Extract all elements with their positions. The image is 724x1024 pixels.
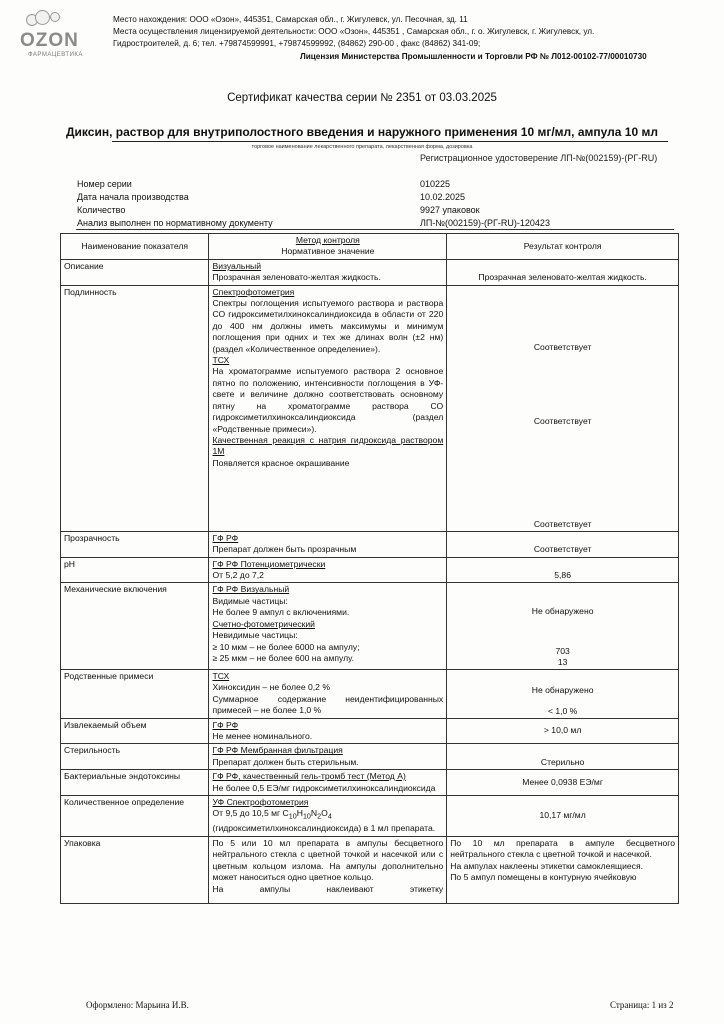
row-result bbox=[447, 285, 679, 531]
row-method bbox=[209, 583, 447, 669]
norm-value: По 5 или 10 мл препарата в ампулы бесцветного нейтрального стекла с цветной точкой и насечкой или с цветным кольцом излома. На ампулы дополнительно может наноситься одно цветное кольцо. bbox=[212, 837, 444, 883]
row-method bbox=[209, 744, 447, 770]
method-label: ГФ РФ, качественный гель-тромб тест (Метод А) bbox=[212, 771, 406, 782]
norm-value: Не более 9 ампул с включениями. bbox=[212, 607, 350, 618]
registration-number: Регистрационное удостоверение ЛП-№(002159)-(РГ-RU) bbox=[420, 153, 658, 163]
method-label: ГФ РФ Визуальный bbox=[212, 584, 290, 595]
norm-value: Прозрачная зеленовато-желтая жидкость. bbox=[212, 272, 381, 283]
row-name: Количественное определение bbox=[61, 795, 209, 836]
table-row bbox=[61, 744, 679, 770]
quantity-label: Количество bbox=[77, 205, 126, 215]
result-value: Соответствует bbox=[533, 416, 592, 427]
product-name: Диксин, раствор для внутриполостного введения и наружного применения 10 мг/мл, ампула 10 мл bbox=[66, 125, 658, 139]
result-value: По 10 мл препарата в ампуле бесцветного нейтрального стекла с цветной точкой и насечкой. bbox=[450, 837, 675, 860]
norm-value: Хиноксидин – не более 0,2 % bbox=[212, 682, 330, 693]
prepared-by: Оформлено: Марьина И.В. bbox=[86, 1000, 189, 1010]
row-method bbox=[209, 259, 447, 285]
batch-value: 010225 bbox=[420, 179, 451, 189]
header-indicator: Наименование показателя bbox=[61, 234, 209, 260]
norm-value: Суммарное содержание неидентифицированных примесей – не более 1,0 % bbox=[212, 693, 444, 715]
row-name: Бактериальные эндотоксины bbox=[61, 770, 209, 796]
formula-part: C bbox=[282, 808, 289, 819]
row-result: Соответствует bbox=[447, 531, 679, 557]
row-method bbox=[209, 557, 447, 583]
row-name: Описание bbox=[61, 259, 209, 285]
method-label: ТСХ bbox=[212, 355, 230, 366]
method-label: ГФ РФ bbox=[212, 532, 239, 543]
row-method bbox=[209, 770, 447, 796]
table-row bbox=[61, 669, 679, 718]
method-label: УФ Спектрофотометрия bbox=[212, 796, 309, 807]
norm-value: (гидроксиметилхиноксалиндиоксида) в 1 мл препарата. bbox=[212, 823, 436, 834]
table-row bbox=[61, 770, 679, 796]
method-label: ГФ РФ bbox=[212, 719, 239, 730]
row-name: Прозрачность bbox=[61, 531, 209, 557]
formula-index: 10 bbox=[288, 813, 297, 822]
header-method-top: Метод контроля bbox=[295, 235, 360, 245]
header-address: Место нахождения: ООО «Озон», 445351, Самарская обл., г. Жигулевск, ул. Песочная, зд. 11 bbox=[113, 15, 468, 24]
product-underline bbox=[112, 141, 668, 142]
row-name: Стерильность bbox=[61, 744, 209, 770]
result-value: < 1,0 % bbox=[547, 706, 578, 717]
row-result bbox=[447, 583, 679, 669]
header-license: Лицензия Министерства Промышленности и Торговли РФ № Л012-00102-77/00010730 bbox=[300, 52, 647, 61]
result-value: 703 bbox=[555, 645, 570, 656]
norm-value: На ампулы наклеивают этикетку bbox=[212, 883, 444, 894]
row-result bbox=[447, 669, 679, 718]
method-label: ГФ РФ Мембранная фильтрация bbox=[212, 745, 343, 756]
norm-value: Не более 0,5 ЕЭ/мг гидроксиметилхиноксалиндиоксида bbox=[212, 782, 436, 793]
batch-label: Номер серии bbox=[77, 179, 132, 189]
header-result: Результат контроля bbox=[447, 234, 679, 260]
table-row bbox=[61, 583, 679, 669]
header-method-bottom: Нормативное значение bbox=[281, 246, 375, 257]
certificate-title: Сертификат качества серии № 2351 от 03.03.2025 bbox=[227, 92, 497, 104]
norm-value: Не менее номинального. bbox=[212, 730, 313, 741]
result-value: Не обнаружено bbox=[531, 606, 594, 617]
row-result: > 10,0 мл bbox=[447, 718, 679, 744]
quality-table bbox=[60, 233, 679, 904]
row-result: 5,86 bbox=[447, 557, 679, 583]
logo-tagline: ФАРМАЦЕВТИКА bbox=[28, 52, 83, 58]
method-label: ТСХ bbox=[212, 670, 230, 681]
norm-prefix: От 9,5 до 10,5 мг bbox=[212, 808, 283, 819]
row-result: Прозрачная зеленовато-желтая жидкость. bbox=[447, 259, 679, 285]
table-row bbox=[61, 836, 679, 903]
result-value: Не обнаружено bbox=[531, 684, 594, 695]
result-value: На ампулах наклеены этикетки самоклеящиеся. bbox=[450, 860, 644, 871]
production-date-value: 10.02.2025 bbox=[420, 192, 466, 202]
norm-value: Невидимые частицы: bbox=[212, 630, 298, 641]
page-number: Страница: 1 из 2 bbox=[610, 1000, 674, 1010]
norm-value: Видимые частицы: bbox=[212, 595, 288, 606]
info-divider bbox=[76, 229, 674, 230]
formula-part: H bbox=[296, 808, 303, 819]
norm-value bbox=[212, 808, 443, 823]
norm-value: Препарат должен быть стерильным. bbox=[212, 756, 359, 767]
table-row bbox=[61, 285, 679, 531]
row-name: pH bbox=[61, 557, 209, 583]
norm-value: ≥ 10 мкм – не более 6000 на ампулу; bbox=[212, 641, 360, 652]
norm-value: На хроматограмме испытуемого раствора 2 основное пятно по положению, интенсивности поглощения в УФ-свете и величине должно соответствовать основному пятну на хроматограмме раствора СО гидроксиметилхиноксалиндиоксида (раздел «Родственные примеси»). bbox=[212, 366, 444, 434]
method-label: Спектрофотометрия bbox=[212, 286, 295, 297]
quantity-value: 9927 упаковок bbox=[420, 205, 480, 215]
row-method bbox=[209, 795, 447, 836]
table-row bbox=[61, 259, 679, 285]
norm-value: Препарат должен быть прозрачным bbox=[212, 544, 357, 555]
product-note: торговое наименование лекарственного препарата, лекарственная форма, дозировка bbox=[251, 144, 473, 150]
result-value: Соответствует bbox=[533, 519, 592, 530]
table-row bbox=[61, 795, 679, 836]
formula-index: 4 bbox=[327, 813, 332, 822]
company-logo bbox=[20, 10, 102, 66]
header-licensed-sites: Места осуществления лицензируемой деятельности: ООО «Озон», 445351 , Самарская обл., г. о. Жигулевск, г. Жигулевск, ул. bbox=[113, 27, 595, 36]
formula-part: N bbox=[310, 808, 318, 819]
result-value: По 5 ампул помещены в контурную ячейковую bbox=[450, 872, 637, 883]
formula-index: 2 bbox=[317, 813, 322, 822]
row-method bbox=[209, 285, 447, 531]
row-method bbox=[209, 531, 447, 557]
formula-index: 10 bbox=[302, 813, 311, 822]
formula-part: O bbox=[321, 808, 328, 819]
header-method bbox=[209, 234, 447, 260]
header-contacts: Гидростроителей, д. 6; тел. +79874599991, +79874599992, (84862) 290-00 , факс (84862) 341-09; bbox=[113, 39, 481, 48]
table-header-row bbox=[61, 234, 679, 260]
production-date-label: Дата начала производства bbox=[77, 192, 189, 202]
row-name: Механические включения bbox=[61, 583, 209, 669]
row-name: Упаковка bbox=[61, 836, 209, 903]
normative-doc-label: Анализ выполнен по нормативному документу bbox=[77, 218, 273, 228]
method-label: Качественная реакция с натрия гидроксида раствором 1М bbox=[212, 434, 444, 457]
norm-value: ≥ 25 мкм – не более 600 на ампулу. bbox=[212, 652, 354, 663]
method-label: ГФ РФ Потенциометрически bbox=[212, 558, 326, 569]
norm-value: От 5,2 до 7,2 bbox=[212, 570, 264, 581]
table-row bbox=[61, 557, 679, 583]
result-value: 13 bbox=[557, 657, 568, 668]
row-name: Родственные примеси bbox=[61, 669, 209, 718]
row-result: 10,17 мг/мл bbox=[447, 795, 679, 836]
result-value: Соответствует bbox=[533, 341, 592, 352]
table-row bbox=[61, 718, 679, 744]
norm-value: Появляется красное окрашивание bbox=[212, 457, 350, 468]
row-result: Стерильно bbox=[447, 744, 679, 770]
method-label: Счетно-фотометрический bbox=[212, 618, 315, 629]
normative-doc-value: ЛП-№(002159)-(РГ-RU)-120423 bbox=[420, 218, 550, 228]
norm-value: Спектры поглощения испытуемого раствора и раствора СО гидроксиметилхиноксалиндиоксида в области от 220 до 400 нм должны иметь максимумы и минимум поглощения при одних и тех же длинах волн (±2 нм) (раздел «Количественное определение»). bbox=[212, 298, 444, 354]
row-result: Менее 0,0938 ЕЭ/мг bbox=[447, 770, 679, 796]
row-name: Подлинность bbox=[61, 285, 209, 531]
row-result bbox=[447, 836, 679, 903]
method-label: Визуальный bbox=[212, 260, 262, 271]
row-method bbox=[209, 718, 447, 744]
row-name: Извлекаемый объем bbox=[61, 718, 209, 744]
row-method bbox=[209, 669, 447, 718]
logo-brand: OZON bbox=[20, 30, 79, 51]
table-row bbox=[61, 531, 679, 557]
row-method bbox=[209, 836, 447, 903]
